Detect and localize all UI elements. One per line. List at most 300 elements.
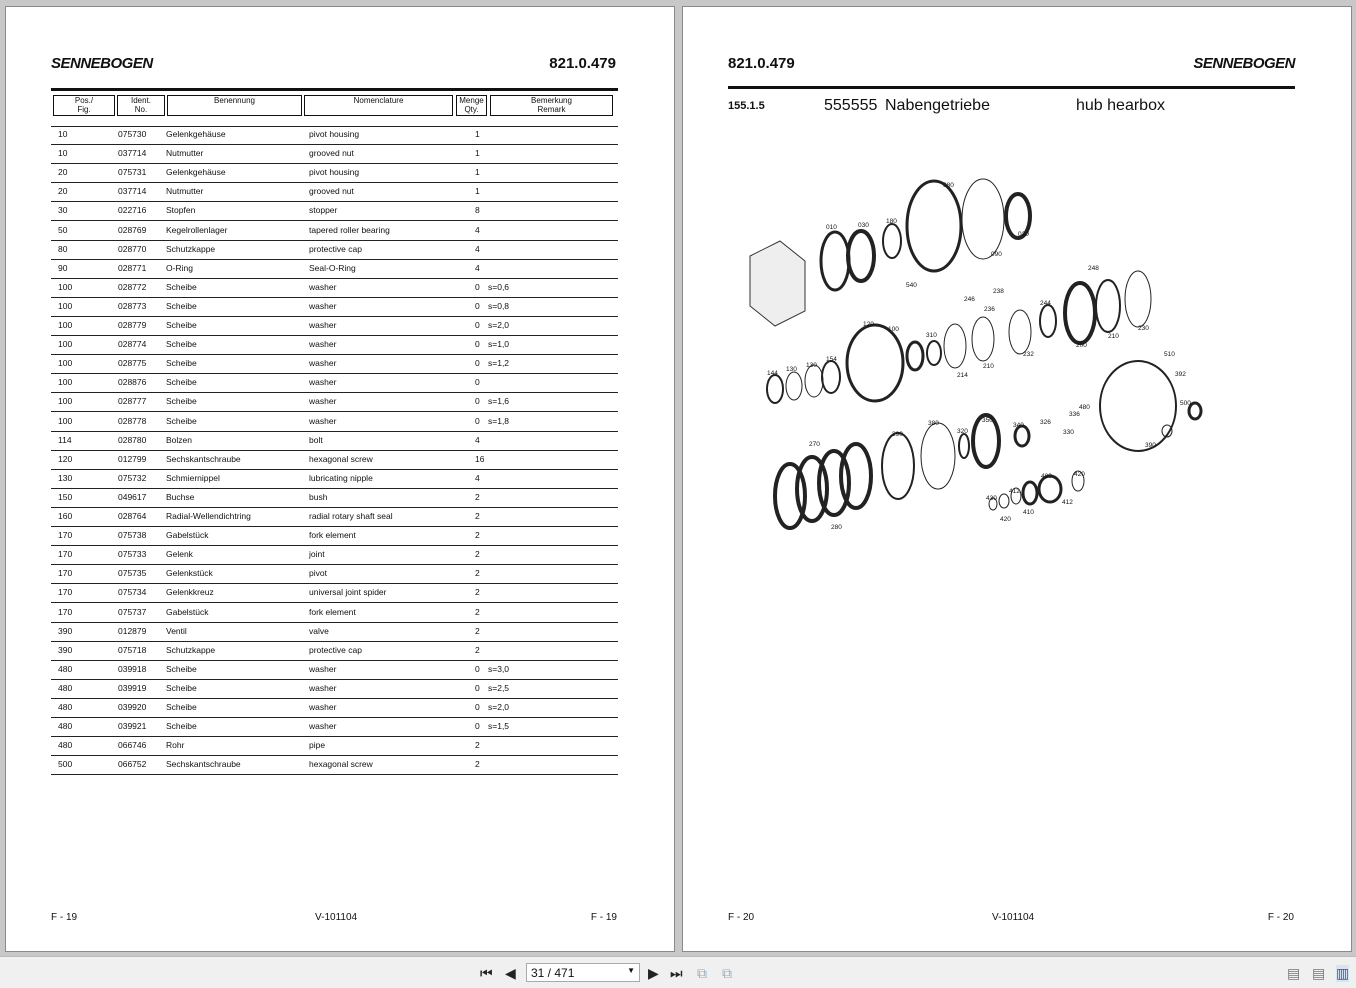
cell-qty: 0 — [475, 339, 480, 350]
cell-ident: 075731 — [118, 167, 147, 178]
table-row — [51, 317, 618, 336]
cell-pos: 480 — [58, 663, 73, 674]
part-ring — [822, 361, 840, 393]
table-row — [51, 260, 618, 279]
cell-qty: 0 — [475, 682, 480, 693]
cell-qty: 2 — [475, 606, 480, 617]
part-ring — [1040, 305, 1056, 337]
part-label: 420 — [1074, 471, 1085, 478]
table-row — [51, 393, 618, 412]
cell-ident: 028774 — [118, 339, 147, 350]
cell-nomenclature: lubricating nipple — [309, 472, 373, 483]
cell-ident: 028772 — [118, 281, 147, 292]
cell-qty: 4 — [475, 243, 480, 254]
part-label: 130 — [806, 362, 817, 369]
cell-qty: 2 — [475, 491, 480, 502]
cell-ident: 028775 — [118, 358, 147, 369]
cell-pos: 150 — [58, 491, 73, 502]
cell-nomenclature: grooved nut — [309, 186, 354, 197]
cell-ident: 039919 — [118, 682, 147, 693]
cell-remark: s=1,8 — [488, 415, 510, 426]
cell-benennung: Stopfen — [166, 205, 196, 216]
part-label: 130 — [786, 366, 797, 373]
table-row — [51, 489, 618, 508]
cell-nomenclature: stopper — [309, 205, 338, 216]
cell-pos: 500 — [58, 759, 73, 770]
cell-benennung: Scheibe — [166, 663, 197, 674]
footer-left: F - 20 — [728, 912, 755, 923]
cell-ident: 039920 — [118, 702, 147, 712]
table-row — [51, 565, 618, 584]
cell-benennung: Radial-Wellendichtring — [166, 511, 251, 521]
part-ring — [921, 423, 955, 489]
part-label: 090 — [991, 251, 1002, 258]
table-row — [51, 546, 618, 565]
part-ring — [767, 375, 783, 403]
cell-pos: 80 — [58, 243, 68, 254]
exploded-parts-diagram — [683, 7, 1353, 953]
table-row — [51, 661, 618, 680]
part-label: 310 — [926, 332, 937, 339]
cell-benennung: Scheibe — [166, 339, 197, 350]
cell-ident: 022716 — [118, 205, 147, 216]
cell-remark: s=2,5 — [488, 682, 510, 693]
cell-benennung: Schutzkappe — [166, 644, 216, 655]
part-label: 270 — [809, 441, 820, 448]
footer-left: F - 19 — [51, 912, 78, 923]
cell-nomenclature: washer — [309, 281, 337, 292]
title-german: Nabengetriebe — [885, 97, 990, 114]
cell-pos: 100 — [58, 396, 73, 407]
part-ring — [944, 324, 966, 368]
table-row — [51, 737, 618, 756]
cell-benennung: Nutmutter — [166, 148, 204, 159]
part-label: 246 — [964, 296, 975, 303]
cell-qty: 2 — [475, 549, 480, 560]
cell-nomenclature: washer — [309, 320, 337, 330]
doc-number: 821.0.479 — [549, 55, 616, 72]
cell-ident: 037714 — [118, 186, 147, 197]
footer-right: F - 20 — [1267, 912, 1294, 923]
cell-qty: 2 — [475, 759, 480, 770]
part-label: 430 — [986, 495, 997, 502]
cell-nomenclature: pipe — [309, 740, 326, 751]
cell-ident: 066752 — [118, 759, 147, 770]
part-label: 390 — [1145, 442, 1156, 449]
cell-ident: 028764 — [118, 511, 147, 521]
cell-qty: 0 — [475, 702, 480, 712]
cell-nomenclature: hexagonal screw — [309, 453, 373, 464]
cell-remark: s=2,0 — [488, 320, 510, 330]
chevron-down-icon[interactable]: ▼ — [627, 966, 635, 975]
cell-ident: 075737 — [118, 606, 147, 617]
sennebogen-logo: SENNEBOGEN — [51, 55, 153, 72]
cell-benennung: Gelenkgehäuse — [166, 167, 226, 178]
cell-benennung: Scheibe — [166, 300, 197, 311]
cell-ident: 075734 — [118, 587, 147, 598]
last-page-icon[interactable]: ⏭ — [670, 965, 683, 981]
part-ring — [883, 224, 901, 258]
cell-ident: 028779 — [118, 320, 147, 330]
table-row — [51, 183, 618, 202]
cell-benennung: Ventil — [166, 625, 187, 636]
cell-nomenclature: pivot housing — [309, 167, 360, 178]
cell-benennung: Scheibe — [166, 702, 197, 712]
cell-nomenclature: protective cap — [309, 644, 362, 655]
cell-benennung: Scheibe — [166, 377, 197, 388]
viewer-toolbar — [0, 956, 1356, 988]
cell-nomenclature: fork element — [309, 530, 356, 541]
cell-qty: 0 — [475, 663, 480, 674]
part-label: 480 — [1079, 404, 1090, 411]
cell-qty: 2 — [475, 530, 480, 541]
cell-nomenclature: washer — [309, 358, 337, 369]
cell-benennung: Scheibe — [166, 721, 197, 732]
cell-nomenclature: grooved nut — [309, 148, 354, 159]
table-row — [51, 470, 618, 489]
cell-pos: 100 — [58, 339, 73, 350]
table-row — [51, 642, 618, 661]
cell-ident: 012799 — [118, 453, 147, 464]
table-row — [51, 279, 618, 298]
cell-benennung: Kegelrollenlager — [166, 224, 228, 235]
cell-qty: 4 — [475, 434, 480, 445]
cell-nomenclature: washer — [309, 721, 337, 732]
part-ring — [962, 179, 1004, 259]
part-label: 154 — [826, 356, 837, 363]
cell-remark: s=1,2 — [488, 358, 510, 369]
part-ring — [1023, 482, 1037, 504]
part-label: 330 — [1063, 429, 1074, 436]
cell-qty: 0 — [475, 281, 480, 292]
cell-nomenclature: washer — [309, 396, 337, 407]
cell-qty: 0 — [475, 358, 480, 369]
cell-pos: 30 — [58, 205, 68, 216]
part-label: 410 — [1023, 509, 1034, 516]
cell-pos: 390 — [58, 644, 73, 655]
col-header-qty: Menge Qty. — [456, 95, 487, 116]
previous-page-icon[interactable]: ◀ — [505, 965, 516, 981]
cell-ident: 028777 — [118, 396, 147, 407]
cell-pos: 170 — [58, 587, 73, 598]
part-label: 510 — [1164, 351, 1175, 358]
cell-benennung: Scheibe — [166, 358, 197, 369]
cell-pos: 10 — [58, 129, 68, 139]
part-ring — [1125, 271, 1151, 327]
cell-pos: 50 — [58, 224, 68, 235]
part-ring — [972, 317, 994, 361]
cell-qty: 4 — [475, 472, 480, 483]
cell-nomenclature: fork element — [309, 606, 356, 617]
cell-pos: 160 — [58, 511, 73, 521]
cell-nomenclature: tapered roller bearing — [309, 224, 390, 235]
table-row — [51, 145, 618, 164]
part-label: 120 — [863, 321, 874, 328]
cell-remark: s=1,6 — [488, 396, 510, 407]
cell-remark: s=1,5 — [488, 721, 510, 732]
cell-benennung: Gelenkstück — [166, 568, 213, 579]
cell-nomenclature: valve — [309, 625, 329, 636]
col-header-benennung: Benennung — [167, 95, 302, 116]
cell-ident: 028770 — [118, 243, 147, 254]
rotate-left-icon[interactable]: ⧉ — [697, 965, 707, 981]
table-row — [51, 584, 618, 603]
part-ring — [786, 372, 802, 400]
part-label: 210 — [983, 363, 994, 370]
cell-qty: 0 — [475, 320, 480, 330]
continuous-view-icon[interactable]: ▤ — [1312, 965, 1326, 981]
cell-pos: 100 — [58, 320, 73, 330]
cell-ident: 012879 — [118, 625, 147, 636]
table-row — [51, 241, 618, 260]
cell-pos: 100 — [58, 415, 73, 426]
part-label: 100 — [888, 326, 899, 333]
cell-pos: 114 — [58, 434, 72, 445]
next-page-icon[interactable]: ▶ — [648, 965, 659, 981]
cell-qty: 2 — [475, 568, 480, 579]
cell-qty: 8 — [475, 205, 480, 216]
part-ring — [841, 444, 871, 508]
part-label: 326 — [1040, 419, 1051, 426]
page-number-input[interactable] — [526, 963, 640, 982]
cell-ident: 075735 — [118, 568, 147, 579]
table-row — [51, 756, 618, 775]
part-label: 290 — [892, 431, 903, 438]
col-header-pos: Pos./ Fig. — [53, 95, 115, 116]
col-header-nomenclature: Nomenclature — [304, 95, 453, 116]
part-label: 080 — [943, 182, 954, 189]
table-row — [51, 527, 618, 546]
cell-qty: 1 — [475, 129, 480, 139]
header-rule — [51, 88, 618, 91]
part-ring — [959, 434, 969, 458]
cell-ident: 075718 — [118, 644, 147, 655]
part-label: 200 — [1076, 342, 1087, 349]
part-label: 340 — [1013, 422, 1024, 429]
cell-ident: 028771 — [118, 262, 147, 273]
cell-benennung: Rohr — [166, 740, 185, 751]
part-label: 500 — [1180, 400, 1191, 407]
cell-qty: 0 — [475, 300, 480, 311]
part-label: 244 — [1040, 300, 1051, 307]
cell-nomenclature: radial rotary shaft seal — [309, 511, 393, 521]
cell-benennung: Gelenkgehäuse — [166, 129, 226, 139]
cell-ident: 039921 — [118, 721, 147, 732]
first-page-icon[interactable]: ⏮ — [480, 965, 493, 981]
doc-number: 821.0.479 — [728, 55, 795, 72]
part-label: 230 — [1138, 325, 1149, 332]
cell-benennung: Scheibe — [166, 281, 197, 292]
cell-nomenclature: washer — [309, 300, 337, 311]
part-ring — [1015, 426, 1029, 446]
table-row — [51, 432, 618, 451]
col-header-remark: Bemerkung Remark — [490, 95, 613, 116]
cell-benennung: Scheibe — [166, 396, 197, 407]
cell-nomenclature: universal joint spider — [309, 587, 387, 598]
cell-ident: 066746 — [118, 740, 147, 751]
cell-ident: 028778 — [118, 415, 147, 426]
table-row — [51, 604, 618, 623]
cell-pos: 90 — [58, 262, 68, 273]
table-row — [51, 374, 618, 393]
part-label: 010 — [826, 224, 837, 231]
cell-qty: 2 — [475, 644, 480, 655]
cell-pos: 480 — [58, 721, 73, 732]
cell-pos: 480 — [58, 682, 73, 693]
cell-benennung: Gelenk — [166, 549, 193, 560]
table-row — [51, 164, 618, 183]
part-label: 232 — [1023, 351, 1034, 358]
cell-qty: 1 — [475, 148, 480, 159]
cell-benennung: Bolzen — [166, 434, 192, 445]
footer-center: V-101104 — [992, 912, 1035, 923]
cell-pos: 130 — [58, 472, 73, 483]
part-label: 380 — [928, 420, 939, 427]
cell-nomenclature: bolt — [309, 434, 323, 445]
part-number: 555555 — [824, 97, 878, 114]
part-ring — [1096, 280, 1120, 332]
cell-nomenclature: pivot housing — [309, 129, 360, 139]
cell-qty: 4 — [475, 224, 480, 235]
cell-benennung: Gabelstück — [166, 606, 209, 617]
part-label: 540 — [906, 282, 917, 289]
cell-benennung: Gelenkkreuz — [166, 587, 214, 598]
part-ring — [1009, 310, 1031, 354]
cell-benennung: Scheibe — [166, 415, 197, 426]
cell-qty: 0 — [475, 377, 480, 388]
cell-nomenclature: Seal-O-Ring — [309, 262, 356, 273]
two-page-view-icon[interactable]: ▥ — [1336, 965, 1350, 981]
cell-nomenclature: washer — [309, 702, 337, 712]
table-row — [51, 699, 618, 718]
table-row — [51, 355, 618, 374]
table-row — [51, 336, 618, 355]
cell-pos: 100 — [58, 377, 73, 388]
part-label: 210 — [1108, 333, 1119, 340]
cell-qty: 2 — [475, 511, 480, 521]
cell-pos: 100 — [58, 300, 73, 311]
part-ring — [805, 365, 823, 397]
cell-pos: 10 — [58, 148, 68, 159]
cell-pos: 170 — [58, 568, 73, 579]
cell-benennung: Buchse — [166, 491, 195, 502]
part-label: 030 — [1018, 231, 1029, 238]
cell-nomenclature: protective cap — [309, 243, 362, 254]
cell-qty: 2 — [475, 587, 480, 598]
part-label: 412 — [1009, 488, 1020, 495]
part-ring — [907, 342, 923, 370]
cell-qty: 16 — [475, 453, 485, 464]
left-page — [5, 6, 675, 952]
table-row — [51, 451, 618, 470]
part-label: 320 — [957, 428, 968, 435]
cell-benennung: Schutzkappe — [166, 243, 216, 254]
title-english: hub hearbox — [1076, 97, 1165, 114]
cell-ident: 075733 — [118, 549, 147, 560]
cell-remark: s=0,6 — [488, 281, 510, 292]
cell-qty: 2 — [475, 625, 480, 636]
pivot-housing-part — [750, 241, 805, 326]
part-label: 248 — [1088, 265, 1099, 272]
cell-benennung: Sechskantschraube — [166, 759, 241, 770]
rotate-right-icon[interactable]: ⧉ — [722, 965, 732, 981]
table-row — [51, 202, 618, 221]
cell-pos: 100 — [58, 358, 73, 369]
part-ring — [927, 341, 941, 365]
cell-qty: 1 — [475, 167, 480, 178]
part-ring — [847, 325, 903, 401]
cell-nomenclature: washer — [309, 377, 337, 388]
part-label: 412 — [1062, 499, 1073, 506]
cell-pos: 170 — [58, 606, 73, 617]
table-row — [51, 508, 618, 527]
right-page — [682, 6, 1352, 952]
cell-nomenclature: washer — [309, 682, 337, 693]
cell-nomenclature: washer — [309, 415, 337, 426]
cell-pos: 100 — [58, 281, 73, 292]
cell-pos: 120 — [58, 453, 73, 464]
cell-pos: 20 — [58, 186, 68, 197]
cell-qty: 4 — [475, 262, 480, 273]
col-header-ident: Ident. No. — [117, 95, 165, 116]
cell-pos: 390 — [58, 625, 73, 636]
part-ring — [999, 494, 1009, 508]
cell-remark: s=2,0 — [488, 702, 510, 712]
cell-ident: 028769 — [118, 224, 147, 235]
cell-benennung: Gabelstück — [166, 530, 209, 541]
cell-qty: 0 — [475, 721, 480, 732]
cell-ident: 028780 — [118, 434, 147, 445]
cell-qty: 1 — [475, 186, 480, 197]
cell-benennung: Sechskantschraube — [166, 453, 241, 464]
part-label: 336 — [1069, 411, 1080, 418]
part-ring — [848, 231, 874, 281]
single-page-view-icon[interactable]: ▤ — [1287, 965, 1301, 981]
cell-benennung: Scheibe — [166, 682, 197, 693]
cell-qty: 0 — [475, 396, 480, 407]
part-label: 420 — [1000, 516, 1011, 523]
sennebogen-logo: SENNEBOGEN — [1193, 55, 1295, 72]
cell-benennung: O-Ring — [166, 262, 193, 273]
part-ring — [1065, 283, 1095, 343]
table-row — [51, 222, 618, 241]
cell-nomenclature: washer — [309, 663, 337, 674]
cell-ident: 028876 — [118, 377, 147, 388]
part-label: 236 — [984, 306, 995, 313]
part-label: 238 — [993, 288, 1004, 295]
part-label: 180 — [886, 218, 897, 225]
cell-ident: 075738 — [118, 530, 147, 541]
part-label: 214 — [957, 372, 968, 379]
cell-pos: 480 — [58, 740, 73, 751]
cell-pos: 20 — [58, 167, 68, 178]
cell-qty: 2 — [475, 740, 480, 751]
cell-nomenclature: washer — [309, 339, 337, 350]
part-label: 030 — [858, 222, 869, 229]
footer-center: V-101104 — [315, 912, 358, 923]
cell-ident: 049617 — [118, 491, 147, 502]
cell-nomenclature: hexagonal screw — [309, 759, 373, 770]
table-row — [51, 623, 618, 642]
cell-pos: 170 — [58, 530, 73, 541]
cell-benennung: Scheibe — [166, 320, 197, 330]
cell-ident: 075730 — [118, 129, 147, 139]
cell-remark: s=1,0 — [488, 339, 510, 350]
part-label: 400 — [1041, 473, 1052, 480]
cell-ident: 037714 — [118, 148, 147, 159]
part-ring — [907, 181, 961, 271]
part-label: 144 — [767, 370, 778, 377]
